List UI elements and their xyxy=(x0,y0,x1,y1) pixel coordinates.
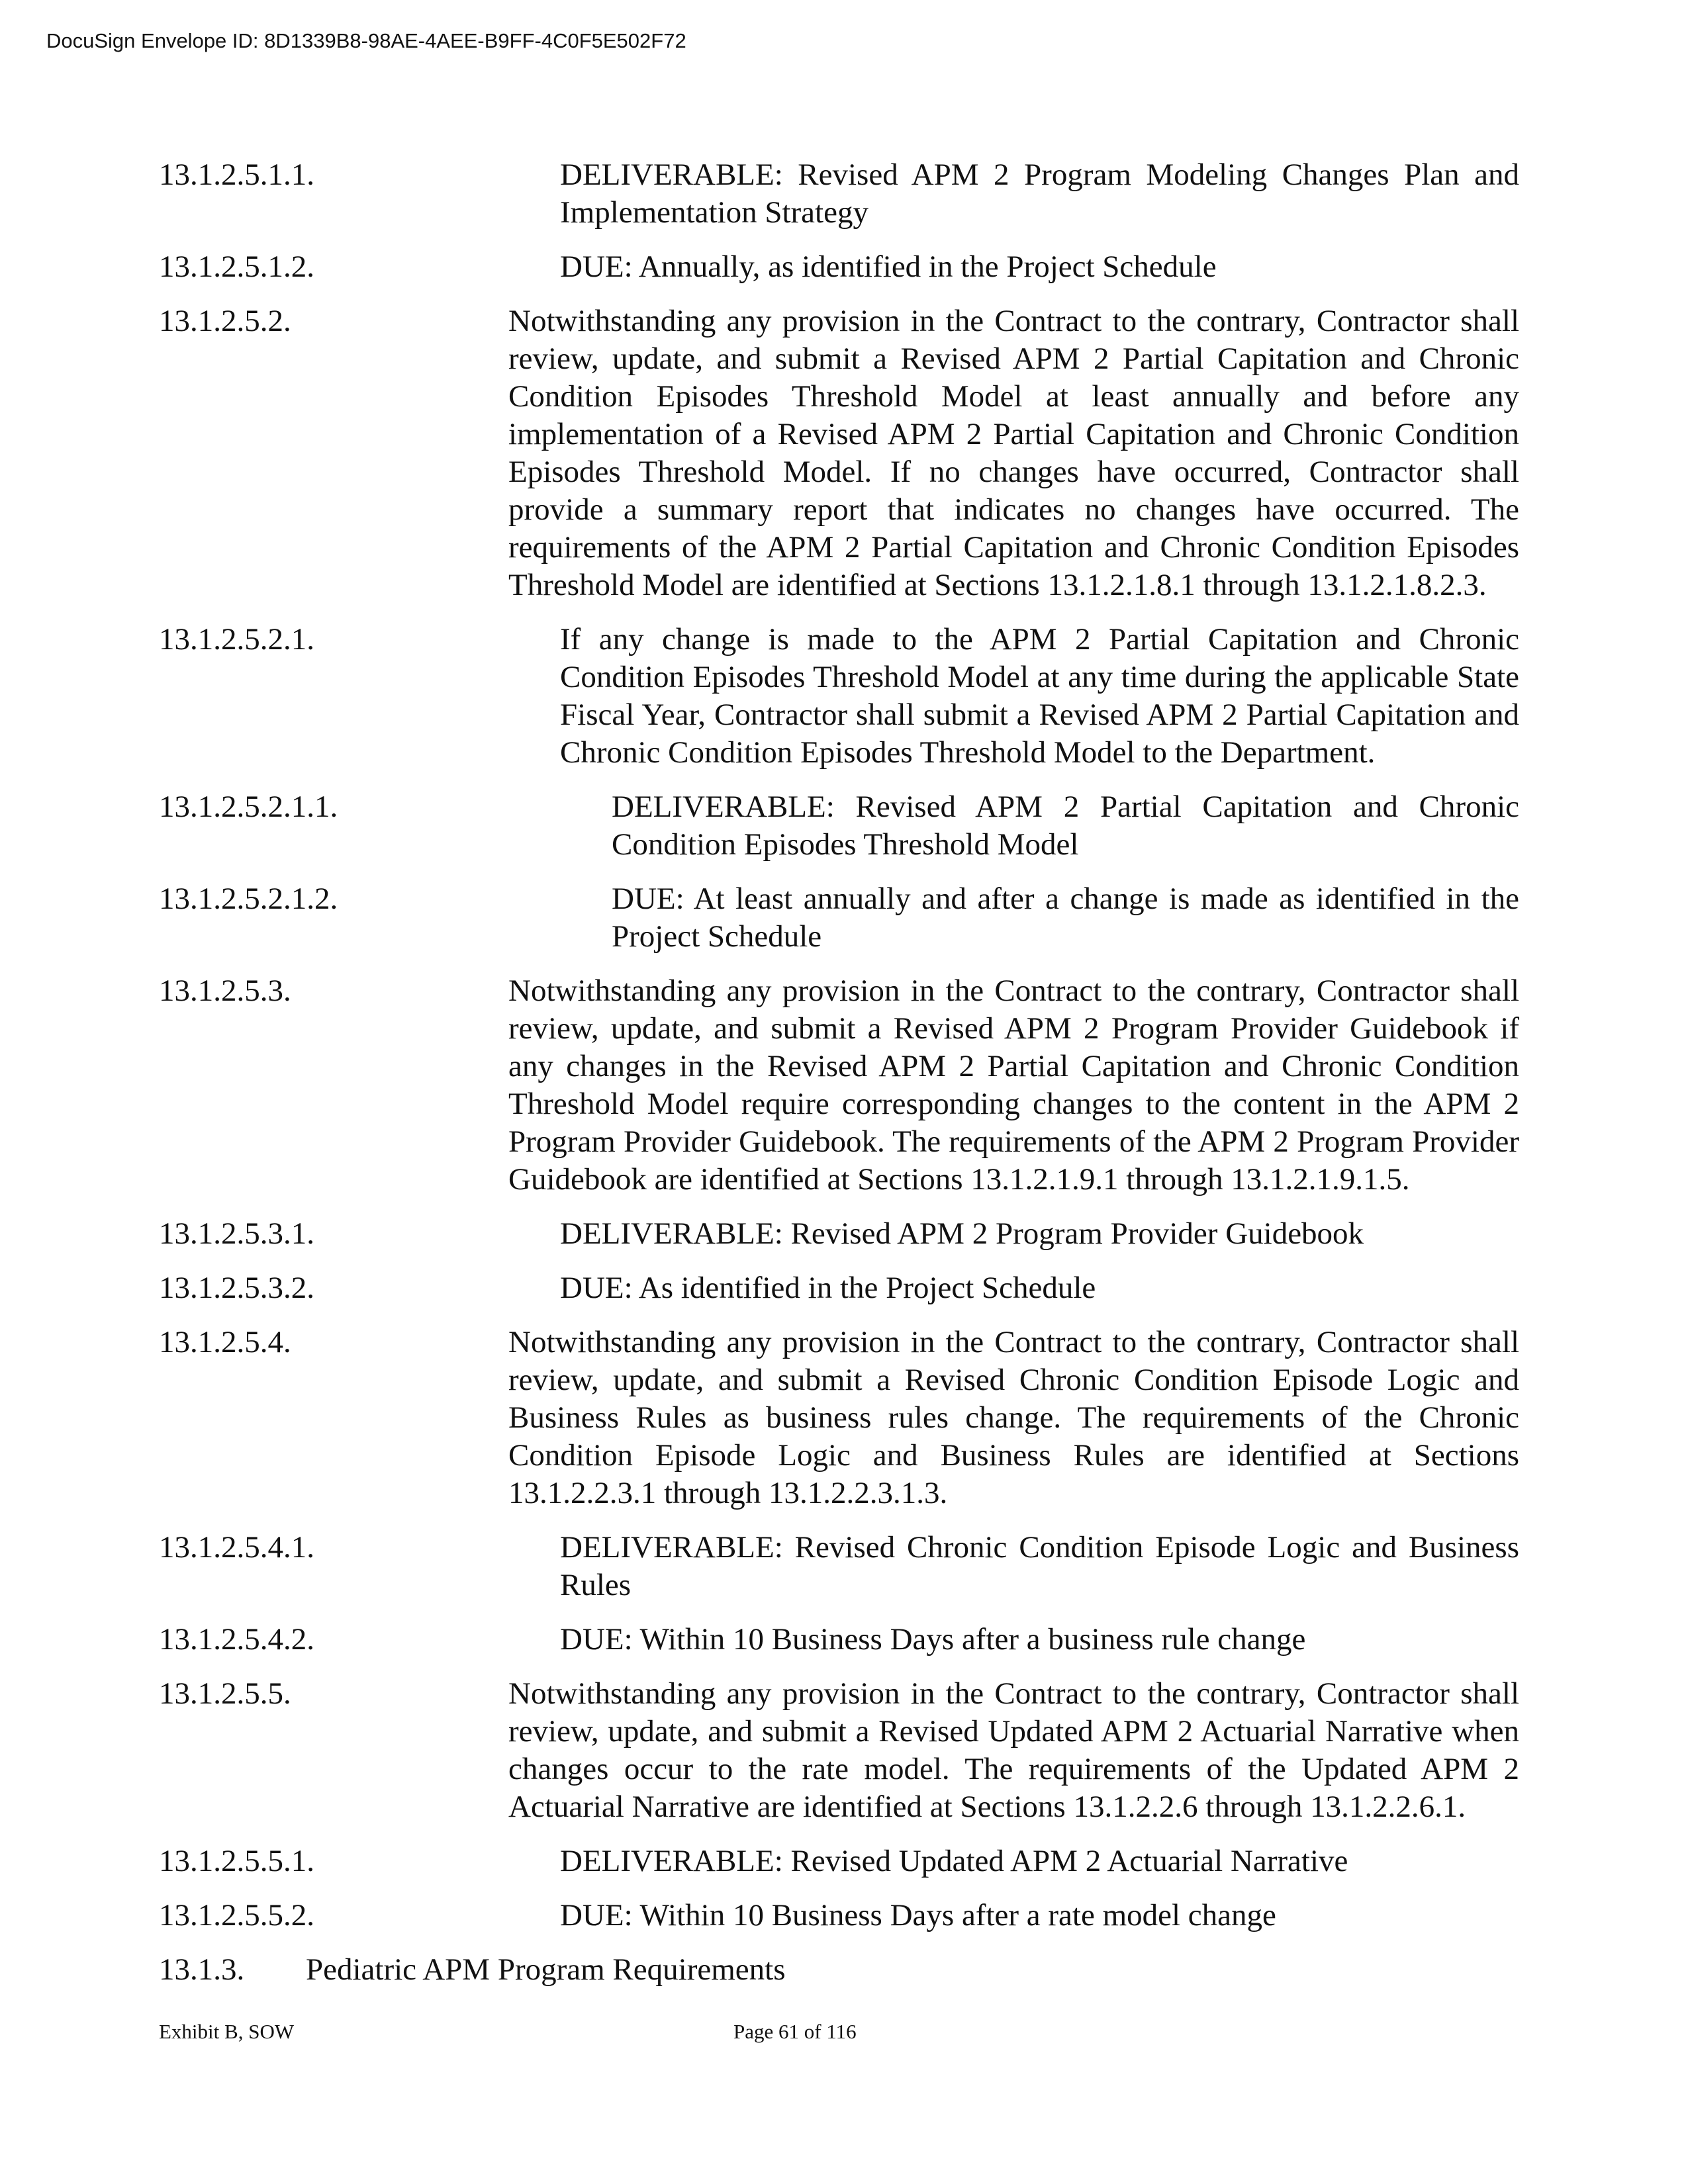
section-text: Notwithstanding any provision in the Contract to the contrary, Contractor shall review, update, and submit a Revised APM 2 Program Provider Guidebook if any changes in the Revised APM 2 Partial Capitation and Chronic Condition Threshold Model require corresponding changes to the content in the APM 2 Program Provider Guidebook. The requirements of the APM 2 Program Provider Guidebook are identified at Sections 13.1.2.1.9.1 through 13.1.2.1.9.1.5. xyxy=(508,974,1519,1197)
footer-exhibit: Exhibit B, SOW xyxy=(159,2020,295,2043)
section-text: DELIVERABLE: Revised APM 2 Program Modeling Changes Plan and Implementation Strategy xyxy=(560,158,1519,230)
section-number: 13.1.2.5.5.2. xyxy=(159,1898,314,1933)
section-13-1-2-5-4 xyxy=(159,1324,1519,1512)
section-text: Notwithstanding any provision in the Contract to the contrary, Contractor shall review, update, and submit a Revised Chronic Condition Episode Logic and Business Rules as business rules change. The requirements of the Chronic Condition Episode Logic and Business Rules are identified at Sections 13.1.2.2.3.1 through 13.1.2.2.3.1.3. xyxy=(508,1325,1519,1510)
section-13-1-3-heading xyxy=(159,1951,1519,1989)
section-13-1-2-5-1-1 xyxy=(159,156,1519,232)
section-text: DUE: As identified in the Project Schedule xyxy=(560,1271,1096,1305)
section-heading: Pediatric APM Program Requirements xyxy=(306,1952,786,1987)
section-text: DUE: Within 10 Business Days after a rate model change xyxy=(560,1898,1276,1933)
section-13-1-2-5-3-2 xyxy=(159,1269,1519,1307)
section-13-1-2-5-3 xyxy=(159,972,1519,1199)
section-number: 13.1.2.5.1.1. xyxy=(159,158,314,192)
section-text: DELIVERABLE: Revised APM 2 Partial Capitation and Chronic Condition Episodes Threshold Model xyxy=(612,790,1519,862)
section-number: 13.1.2.5.4.1. xyxy=(159,1530,314,1565)
section-13-1-2-5-2-1 xyxy=(159,621,1519,772)
section-number: 13.1.3. xyxy=(159,1952,245,1987)
section-number: 13.1.2.5.5. xyxy=(159,1676,291,1711)
section-13-1-2-5-4-2 xyxy=(159,1621,1519,1659)
section-number: 13.1.2.5.1.2. xyxy=(159,250,314,284)
section-13-1-2-5-2-1-2 xyxy=(159,880,1519,956)
section-13-1-2-5-3-1 xyxy=(159,1215,1519,1253)
section-text: Notwithstanding any provision in the Contract to the contrary, Contractor shall review, update, and submit a Revised APM 2 Partial Capitation and Chronic Condition Episodes Threshold Model at least annually and before any implementation of a Revised APM 2 Partial Capitation and Chronic Condition Episodes Threshold Model. If no changes have occurred, Contractor shall provide a summary report that indicates no changes have occurred. The requirements of the APM 2 Partial Capitation and Chronic Condition Episodes Threshold Model are identified at Sections 13.1.2.1.8.1 through 13.1.2.1.8.2.3. xyxy=(508,304,1519,602)
section-text: If any change is made to the APM 2 Partial Capitation and Chronic Condition Episodes Threshold Model at any time during the applicable State Fiscal Year, Contractor shall submit a Revised APM 2 Partial Capitation and Chronic Condition Episodes Threshold Model to the Department. xyxy=(560,622,1519,770)
section-13-1-2-5-5-1 xyxy=(159,1843,1519,1880)
section-number: 13.1.2.5.2.1. xyxy=(159,622,314,657)
section-number: 13.1.2.5.3.2. xyxy=(159,1271,314,1305)
section-text: DELIVERABLE: Revised Updated APM 2 Actuarial Narrative xyxy=(560,1844,1348,1878)
section-text: DUE: Annually, as identified in the Project Schedule xyxy=(560,250,1217,284)
section-text: DELIVERABLE: Revised Chronic Condition Episode Logic and Business Rules xyxy=(560,1530,1519,1602)
section-number: 13.1.2.5.5.1. xyxy=(159,1844,314,1878)
section-number: 13.1.2.5.2.1.1. xyxy=(159,790,338,824)
envelope-id: DocuSign Envelope ID: 8D1339B8-98AE-4AEE-B9FF-4C0F5E502F72 xyxy=(46,29,686,52)
section-number: 13.1.2.5.2.1.2. xyxy=(159,882,338,916)
section-number: 13.1.2.5.3. xyxy=(159,974,291,1008)
section-13-1-2-5-1-2 xyxy=(159,248,1519,286)
section-text: DUE: At least annually and after a change is made as identified in the Project Schedule xyxy=(612,882,1519,954)
section-number: 13.1.2.5.4. xyxy=(159,1325,291,1359)
section-13-1-2-5-5-2 xyxy=(159,1897,1519,1934)
section-number: 13.1.2.5.4.2. xyxy=(159,1622,314,1657)
section-13-1-2-5-4-1 xyxy=(159,1529,1519,1604)
section-number: 13.1.2.5.2. xyxy=(159,304,291,338)
section-number: 13.1.2.5.3.1. xyxy=(159,1216,314,1251)
section-text: DUE: Within 10 Business Days after a business rule change xyxy=(560,1622,1306,1657)
section-13-1-2-5-2-1-1 xyxy=(159,788,1519,864)
section-13-1-2-5-5 xyxy=(159,1675,1519,1826)
footer-page-number: Page 61 of 116 xyxy=(733,2020,857,2043)
document-body xyxy=(159,156,1519,2005)
section-text: DELIVERABLE: Revised APM 2 Program Provider Guidebook xyxy=(560,1216,1364,1251)
section-13-1-2-5-2 xyxy=(159,302,1519,604)
section-text: Notwithstanding any provision in the Contract to the contrary, Contractor shall review, update, and submit a Revised Updated APM 2 Actuarial Narrative when changes occur to the rate model. The requirements of the Updated APM 2 Actuarial Narrative are identified at Sections 13.1.2.2.6 through 13.1.2.2.6.1. xyxy=(508,1676,1519,1824)
